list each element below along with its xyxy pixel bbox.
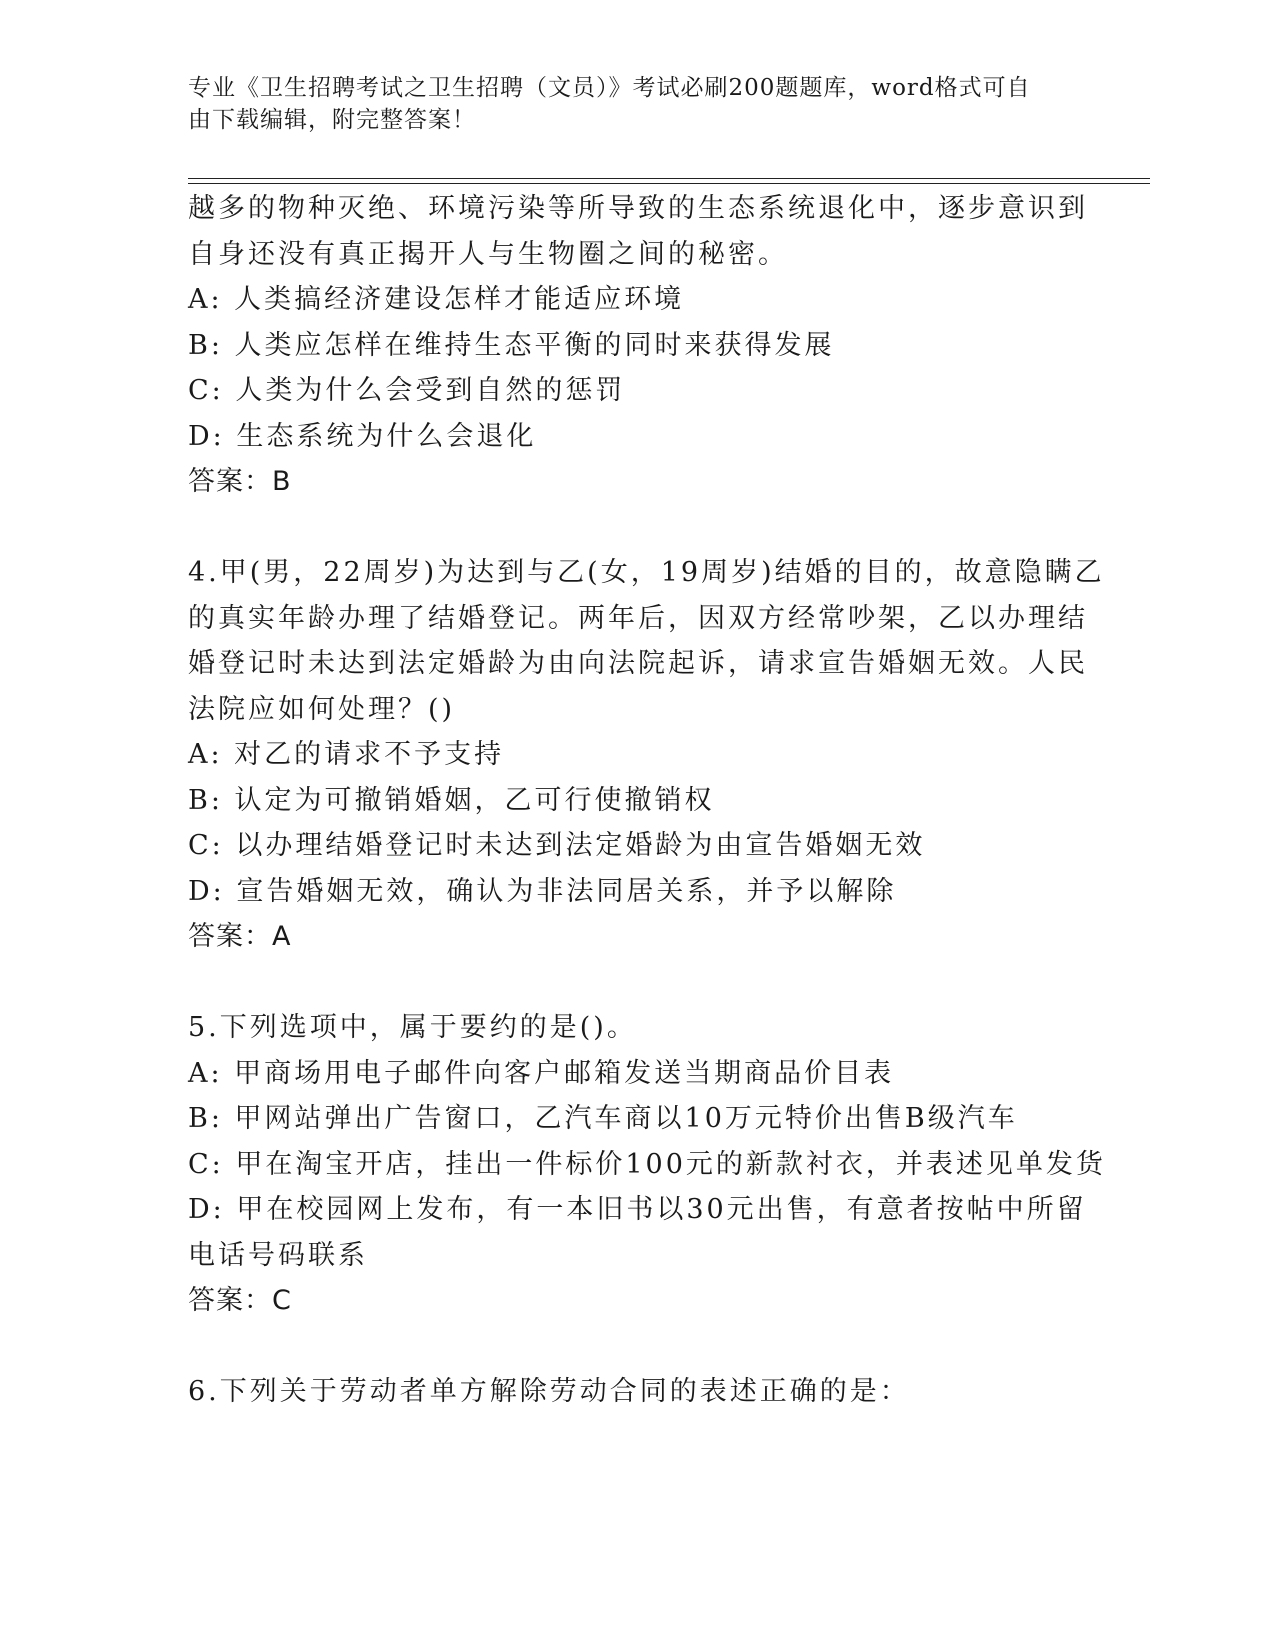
header-line-1: 专业《卫生招聘考试之卫生招聘（文员）》考试必刷200题题库，word格式可自 bbox=[188, 75, 1031, 101]
question-stem-line: 婚登记时未达到法定婚龄为由向法院起诉，请求宣告婚姻无效。人民 bbox=[188, 648, 1088, 679]
question-stem-line: 的真实年龄办理了结婚登记。两年后，因双方经常吵架，乙以办理结 bbox=[188, 602, 1088, 634]
question-3 bbox=[188, 186, 1088, 505]
answer-label: 答案：A bbox=[188, 921, 292, 952]
header-divider-bottom bbox=[188, 183, 1150, 184]
question-4 bbox=[188, 550, 1105, 960]
option-b: B: 认定为可撤销婚姻，乙可行使撤销权 bbox=[188, 784, 715, 816]
option-a: A: 甲商场用电子邮件向客户邮箱发送当期商品价目表 bbox=[188, 1057, 895, 1089]
question-stem-line: 5.下列选项中，属于要约的是()。 bbox=[188, 1012, 637, 1043]
option-d: D: 甲在校园网上发布，有一本旧书以30元出售，有意者按帖中所留 bbox=[188, 1194, 1087, 1225]
question-5 bbox=[188, 1005, 1106, 1324]
answer-label: 答案：B bbox=[188, 466, 292, 497]
question-stem-line: 6.下列关于劳动者单方解除劳动合同的表述正确的是： bbox=[188, 1376, 910, 1407]
question-stem-line: 自身还没有真正揭开人与生物圈之间的秘密。 bbox=[188, 238, 788, 270]
question-spacer bbox=[188, 960, 1088, 1006]
option-a: A: 人类搞经济建设怎样才能适应环境 bbox=[188, 284, 685, 315]
option-b: B: 甲网站弹出广告窗口，乙汽车商以10万元特价出售B级汽车 bbox=[188, 1103, 1018, 1134]
option-c: C: 甲在淘宝开店，挂出一件标价100元的新款衬衣，并表述见单发货 bbox=[188, 1148, 1106, 1180]
header-divider-top bbox=[188, 178, 1150, 179]
option-b: B: 人类应怎样在维持生态平衡的同时来获得发展 bbox=[188, 329, 835, 361]
page-header bbox=[188, 72, 1068, 136]
question-stem-line: 4.甲(男，22周岁)为达到与乙(女，19周岁)结婚的目的，故意隐瞒乙 bbox=[188, 557, 1105, 588]
question-content bbox=[188, 186, 1106, 1415]
option-d: D: 宣告婚姻无效，确认为非法同居关系，并予以解除 bbox=[188, 875, 897, 907]
option-d: D: 生态系统为什么会退化 bbox=[188, 420, 537, 452]
option-d-continued: 电话号码联系 bbox=[188, 1239, 368, 1271]
header-line-2: 由下载编辑，附完整答案！ bbox=[188, 107, 476, 133]
option-a: A: 对乙的请求不予支持 bbox=[188, 739, 505, 770]
option-c: C: 人类为什么会受到自然的惩罚 bbox=[188, 375, 626, 406]
option-c: C: 以办理结婚登记时未达到法定婚龄为由宣告婚姻无效 bbox=[188, 830, 926, 861]
question-spacer bbox=[188, 1324, 1088, 1370]
question-stem-line: 法院应如何处理？() bbox=[188, 693, 456, 725]
question-spacer bbox=[188, 505, 1088, 551]
answer-label: 答案：C bbox=[188, 1285, 292, 1316]
question-stem-line: 越多的物种灭绝、环境污染等所导致的生态系统退化中，逐步意识到 bbox=[188, 193, 1088, 224]
question-6 bbox=[188, 1369, 1088, 1415]
